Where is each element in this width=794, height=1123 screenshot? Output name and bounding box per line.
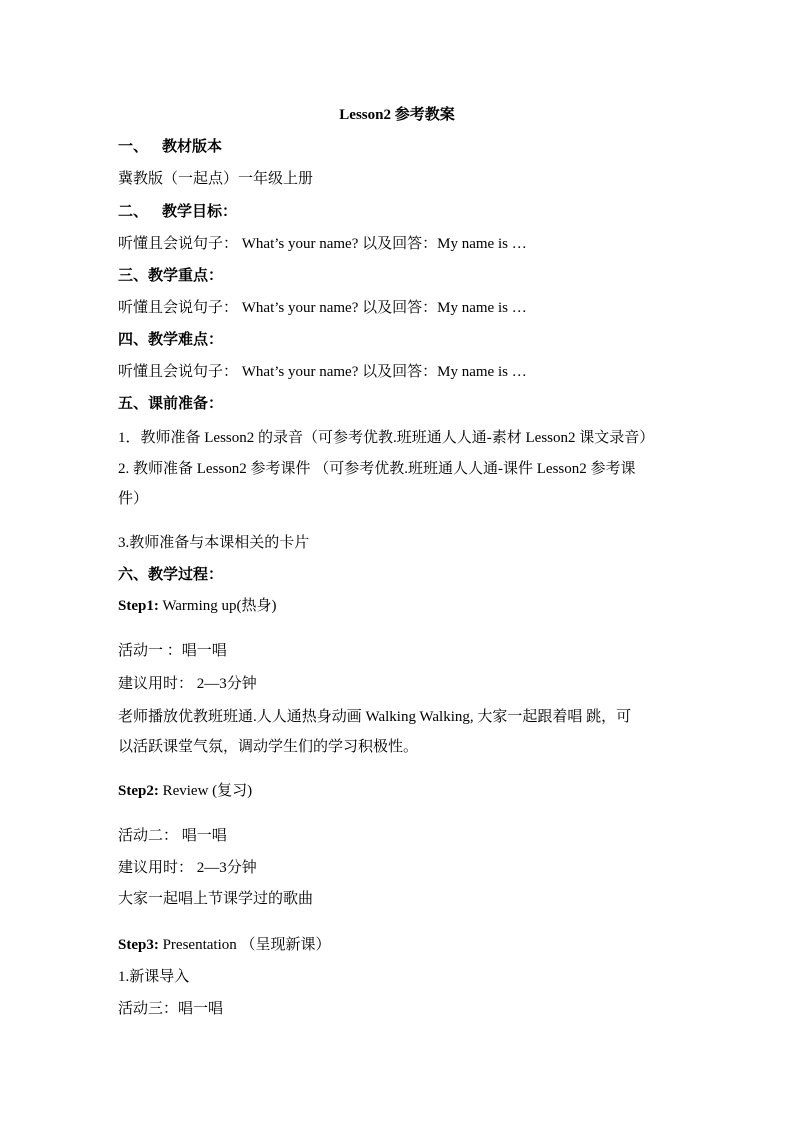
section-1-number: 一、 [118,139,149,155]
prep-item-1: 1．教师准备 Lesson2 的录音（可参考优教.班班通人人通-素材 Lesson2 课文录音） [118,430,655,446]
prep-item-2: 2. 教师准备 Lesson2 参考课件 （可参考优教.班班通人人通-课件 Lesson2 参考课 [118,461,636,477]
section-2-number: 二、 [118,204,149,220]
step-3 [118,935,331,955]
activity-1-desc-continued: 以活跃课堂气氛，调动学生们的学习积极性。 [118,739,419,755]
activity-3: 活动三：唱一唱 [118,1001,224,1017]
section-1-title: 教材版本 [162,139,223,155]
step-2 [118,781,252,801]
section-4-text: 听懂且会说句子： What’s your name? 以及回答：My name is … [118,364,527,380]
sub-section-1: 1.新课导入 [118,969,190,985]
section-1-heading [118,137,222,157]
step-1 [118,596,277,616]
activity-1-desc: 老师播放优教班班通.人人通热身动画 Walking Walking, 大家一起跟着唱 跳，可 [118,709,632,725]
step-1-text: Warming up(热身) [158,598,277,614]
activity-1: 活动一 ：唱一唱 [118,643,227,659]
section-4-heading: 四、教学难点： [118,332,224,348]
time-2: 建议用时： 2—3分钟 [118,860,257,876]
section-2-title: 教学目标： [162,204,238,220]
step-1-label: Step1: [118,598,159,614]
step-3-label: Step3: [118,937,159,953]
step-3-text: Presentation （呈现新课） [158,937,331,953]
activity-2: 活动二： 唱一唱 [118,828,227,844]
prep-item-3: 3.教师准备与本课相关的卡片 [118,535,310,551]
section-3-text: 听懂且会说句子： What’s your name? 以及回答：My name is … [118,300,527,316]
document-title: Lesson2 参考教案 [339,107,455,123]
prep-item-2-continued: 件） [118,491,149,507]
section-1-text: 冀教版（一起点）一年级上册 [118,171,314,187]
section-5-heading: 五、课前准备： [118,396,224,412]
step-2-text: Review (复习) [158,783,253,799]
time-1: 建议用时： 2—3分钟 [118,676,257,692]
section-2-heading [118,202,237,222]
section-3-heading: 三、教学重点： [118,268,224,284]
activity-2-desc: 大家一起唱上节课学过的歌曲 [118,891,314,907]
section-6-heading: 六、教学过程： [118,567,224,583]
section-2-text: 听懂且会说句子： What’s your name? 以及回答：My name is … [118,236,527,252]
step-2-label: Step2: [118,783,159,799]
